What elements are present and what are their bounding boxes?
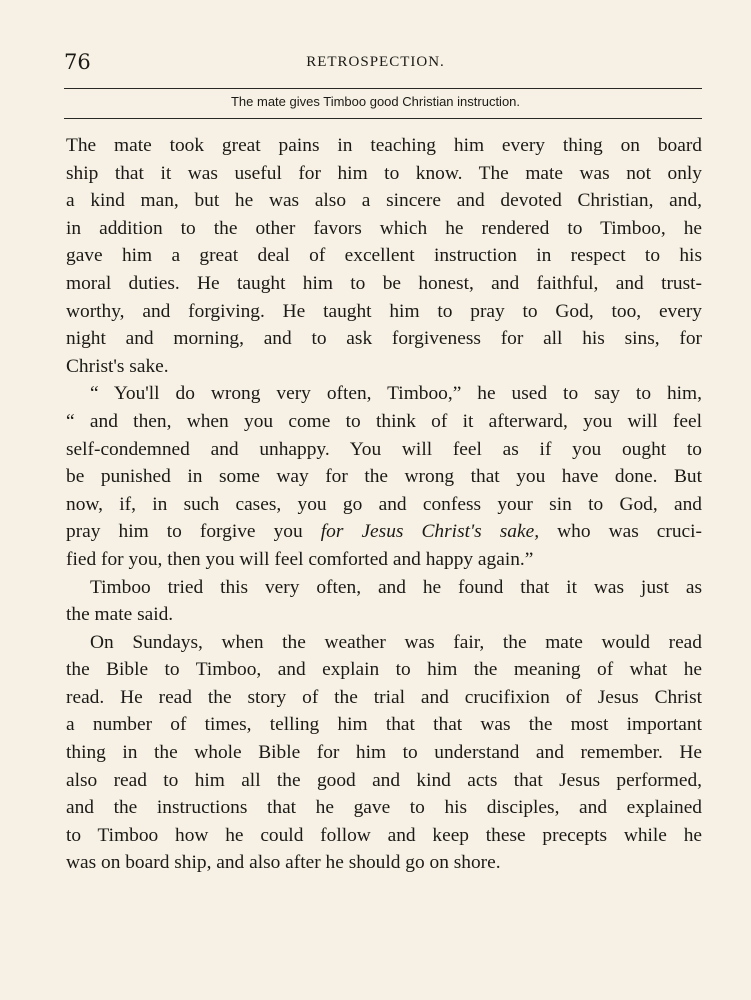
text-line: fied for you, then you will feel comforted and happy again.” <box>66 548 534 570</box>
text-segment: who was cruci- <box>539 521 703 543</box>
italic-phrase: for Jesus Christ's sake, <box>320 521 540 543</box>
paragraph <box>66 380 702 573</box>
body-text <box>66 132 702 877</box>
text-line: also read to him all the good and kind acts that Jesus performed, <box>66 769 702 791</box>
paragraph <box>66 629 702 877</box>
text-line: was on board ship, and also after he should go on shore. <box>66 852 501 874</box>
subhead-rule <box>64 118 702 119</box>
running-head: RETROSPECTION. <box>306 54 445 70</box>
paragraph <box>66 574 702 629</box>
text-line: and the instructions that he gave to his disciples, and explained <box>66 797 702 819</box>
text-line: worthy, and forgiving. He taught him to pray to God, too, every <box>66 300 702 322</box>
text-segment: pray him to forgive you <box>66 521 321 543</box>
text-line: self-condemned and unhappy. You will feel as if you ought to <box>66 438 702 460</box>
text-line: in addition to the other favors which he rendered to Timboo, he <box>66 217 702 239</box>
page-number: 76 <box>64 50 91 74</box>
text-line: ship that it was useful for him to know. The mate was not only <box>66 162 702 184</box>
text-line: thing in the whole Bible for him to understand and remember. He <box>66 742 702 764</box>
text-line: a kind man, but he was also a sincere and devoted Christian, and, <box>66 190 702 212</box>
text-line: night and morning, and to ask forgiveness for all his sins, for <box>66 328 702 350</box>
text-line-with-italic <box>66 518 702 546</box>
paragraph <box>66 132 702 380</box>
text-line: the Bible to Timboo, and explain to him the meaning of what he <box>66 659 702 681</box>
text-line: On Sundays, when the weather was fair, the mate would read <box>90 631 702 653</box>
text-line: now, if, in such cases, you go and confess your sin to God, and <box>66 493 702 515</box>
text-line: to Timboo how he could follow and keep these precepts while he <box>66 824 702 846</box>
text-line: a number of times, telling him that that was the most important <box>66 714 702 736</box>
text-line: moral duties. He taught him to be honest, and faithful, and trust- <box>66 272 702 294</box>
text-line: gave him a great deal of excellent instruction in respect to his <box>66 245 702 267</box>
text-line: the mate said. <box>66 604 174 626</box>
header-rule <box>64 88 702 89</box>
text-line: “ You'll do wrong very often, Timboo,” he used to say to him, <box>90 383 702 405</box>
text-line: Timboo tried this very often, and he found that it was just as <box>90 576 702 598</box>
text-line: be punished in some way for the wrong that you have done. But <box>66 466 702 488</box>
section-subhead: The mate gives Timboo good Christian instruction. <box>230 94 521 109</box>
text-line: Christ's sake. <box>66 355 169 377</box>
text-line: read. He read the story of the trial and crucifixion of Jesus Christ <box>66 686 702 708</box>
text-line: “ and then, when you come to think of it afterward, you will feel <box>66 410 702 432</box>
text-line: The mate took great pains in teaching him every thing on board <box>66 135 702 156</box>
